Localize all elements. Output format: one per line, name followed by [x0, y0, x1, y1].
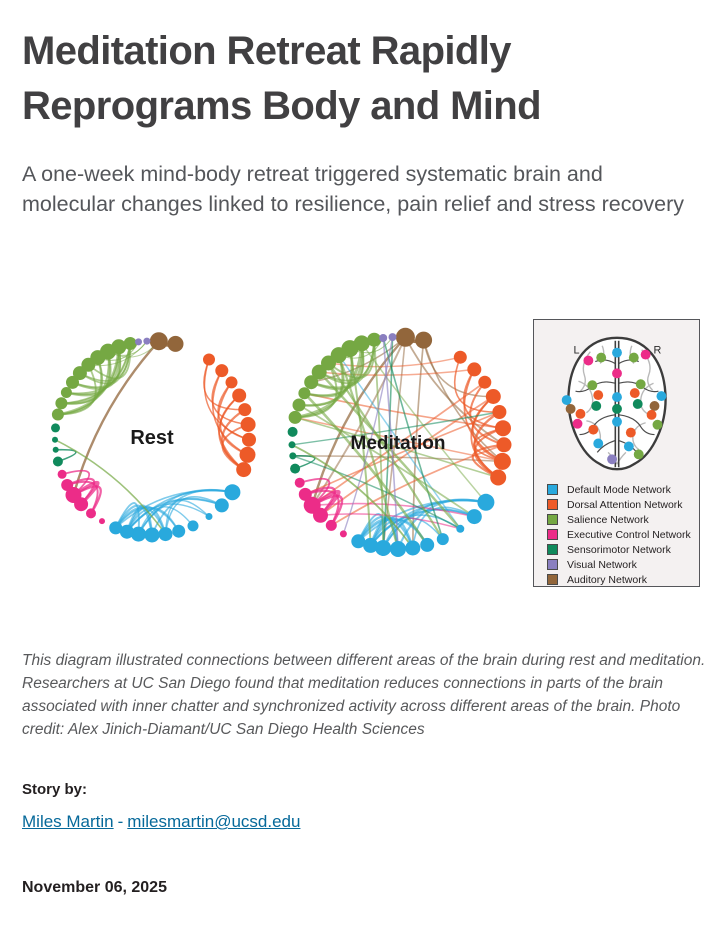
- byline-links: [22, 812, 300, 832]
- story-by-label: Story by:: [22, 781, 88, 798]
- brain-dot-dan: [629, 388, 639, 398]
- network-node-vis: [143, 338, 150, 345]
- brain-dot-dmn: [623, 441, 633, 451]
- network-node-sal: [61, 387, 72, 398]
- brain-dot-sal: [633, 449, 643, 459]
- network-node-smn: [53, 447, 59, 453]
- network-node-smn: [289, 441, 296, 448]
- legend-swatch-sal: [547, 514, 558, 525]
- brain-dot-sal: [628, 353, 638, 363]
- network-node-ecn: [326, 520, 337, 531]
- network-node-dmn: [477, 494, 494, 511]
- page-title: Meditation Retreat Rapidly Reprograms Body and Mind: [22, 29, 541, 128]
- legend-item: [547, 557, 699, 572]
- network-node-dmn: [467, 509, 482, 524]
- brain-dot-dmn: [656, 391, 666, 401]
- legend-item: [547, 572, 699, 587]
- network-node-dmn: [109, 521, 122, 534]
- network-node-dan: [478, 376, 491, 389]
- rest-network-diagram: [51, 332, 256, 542]
- network-node-dan: [494, 453, 511, 470]
- publication-date: November 06, 2025: [22, 879, 167, 896]
- network-legend-list: [534, 482, 699, 587]
- network-node-vis: [389, 333, 397, 341]
- diagram-label: Meditation: [350, 433, 446, 454]
- network-node-smn: [52, 437, 58, 443]
- brain-dot-aud: [565, 404, 575, 414]
- network-node-aud: [150, 332, 168, 350]
- legend-label: Salience Network: [567, 513, 649, 526]
- legend-item: [547, 542, 699, 557]
- meditation-network-diagram: [288, 328, 512, 557]
- network-node-dmn: [215, 498, 229, 512]
- network-node-dmn: [206, 513, 213, 520]
- right-hemisphere-label: R: [653, 344, 661, 357]
- network-node-dan: [497, 437, 512, 452]
- network-node-dan: [495, 420, 511, 436]
- left-hemisphere-label: L: [572, 344, 580, 357]
- network-node-dmn: [437, 533, 449, 545]
- article-subtitle: A one-week mind-body retreat triggered systematic brain and molecular changes linked to resilience, pain relief and stress recovery: [22, 162, 685, 216]
- network-node-sal: [55, 397, 67, 409]
- network-node-ecn: [295, 478, 305, 488]
- brain-dot-ecn: [640, 350, 650, 360]
- network-node-sal: [367, 333, 381, 347]
- network-node-aud: [168, 336, 184, 352]
- network-node-ecn: [99, 518, 105, 524]
- legend-swatch-dan: [547, 499, 558, 510]
- brain-dot-ecn: [583, 356, 593, 366]
- brain-dot-sal: [587, 380, 597, 390]
- network-node-aud: [396, 328, 415, 347]
- legend-label: Sensorimotor Network: [567, 543, 671, 556]
- legend-swatch-vis: [547, 559, 558, 570]
- network-node-dan: [236, 462, 251, 477]
- network-node-dmn: [351, 534, 365, 548]
- diagram-label: Rest: [130, 427, 174, 449]
- network-node-dmn: [405, 541, 420, 556]
- network-node-dmn: [188, 520, 199, 531]
- brain-dot-dan: [625, 428, 635, 438]
- brain-dot-sal: [596, 353, 606, 363]
- legend-item: [547, 482, 699, 497]
- brain-dot-smn: [591, 401, 601, 411]
- legend-swatch-aud: [547, 574, 558, 585]
- brain-dot-sal: [652, 420, 662, 430]
- network-figure-svg: [0, 298, 530, 610]
- network-node-vis: [135, 338, 142, 345]
- network-node-ecn: [61, 479, 73, 491]
- network-node-dan: [467, 362, 481, 376]
- legend-swatch-smn: [547, 544, 558, 555]
- brain-dot-dan: [646, 410, 656, 420]
- network-node-ecn: [340, 530, 347, 537]
- author-link[interactable]: Miles Martin: [22, 812, 114, 831]
- network-node-aud: [415, 332, 432, 349]
- legend-swatch-dmn: [547, 484, 558, 495]
- network-node-ecn: [86, 508, 96, 518]
- network-node-dmn: [159, 527, 173, 541]
- brain-dot-dan: [593, 390, 603, 400]
- legend-label: Dorsal Attention Network: [567, 498, 683, 511]
- network-node-dmn: [172, 525, 185, 538]
- brain-diagram: [542, 324, 692, 480]
- network-node-dan: [454, 351, 467, 364]
- network-node-smn: [289, 452, 296, 459]
- network-node-smn: [53, 457, 63, 467]
- figure-caption: This diagram illustrated connections between different areas of the brain during rest and meditation. Researchers at UC San Diego found that meditation reduces connections in parts of the brain associated with inner chatter and synchronized activity across different areas of the brain. Photo credit: Alex Jinich-Diamant/UC San Diego Health Sciences: [22, 652, 706, 738]
- brain-dot-ecn: [572, 419, 582, 429]
- network-node-sal: [298, 387, 310, 399]
- byline-separator: -: [117, 812, 124, 831]
- network-legend-panel: [533, 319, 700, 587]
- legend-item: [547, 497, 699, 512]
- brain-dot-vis: [607, 454, 617, 464]
- network-node-dmn: [145, 528, 160, 543]
- network-node-smn: [290, 464, 300, 474]
- network-node-dan: [242, 433, 256, 447]
- network-node-dmn: [390, 541, 406, 557]
- network-node-smn: [51, 423, 60, 432]
- brain-dot-smn: [612, 404, 622, 414]
- legend-label: Executive Control Network: [567, 528, 691, 541]
- network-node-dan: [232, 389, 246, 403]
- legend-label: Default Mode Network: [567, 483, 671, 496]
- network-node-dan: [226, 376, 238, 388]
- network-node-dan: [492, 405, 506, 419]
- network-node-vis: [379, 334, 387, 342]
- brain-dot-ecn: [612, 368, 622, 378]
- brain-dot-dmn: [612, 392, 622, 402]
- network-node-dan: [238, 403, 251, 416]
- brain-dot-dmn: [612, 417, 622, 427]
- brain-connectivity-figure: [0, 298, 722, 610]
- brain-dot-dan: [588, 425, 598, 435]
- brain-dot-dmn: [612, 348, 622, 358]
- legend-item: [547, 512, 699, 527]
- network-node-dmn: [456, 525, 464, 533]
- network-node-sal: [293, 399, 306, 412]
- brain-dot-sal: [635, 379, 645, 389]
- network-node-sal: [124, 337, 137, 350]
- legend-item: [547, 527, 699, 542]
- brain-dot-dmn: [561, 395, 571, 405]
- network-node-dan: [241, 417, 256, 432]
- author-email-link[interactable]: milesmartin@ucsd.edu: [127, 812, 301, 831]
- brain-dot-dmn: [593, 439, 603, 449]
- network-node-dmn: [363, 538, 378, 553]
- network-node-sal: [354, 335, 370, 351]
- legend-swatch-ecn: [547, 529, 558, 540]
- network-node-smn: [288, 427, 298, 437]
- legend-label: Visual Network: [567, 558, 637, 571]
- brain-dot-dan: [575, 409, 585, 419]
- network-node-ecn: [299, 488, 312, 501]
- network-node-sal: [289, 411, 302, 424]
- network-node-dan: [240, 447, 256, 463]
- network-node-ecn: [58, 470, 67, 479]
- network-node-dmn: [420, 538, 434, 552]
- network-node-dmn: [224, 484, 240, 500]
- network-node-dan: [203, 354, 215, 366]
- network-node-dan: [215, 364, 228, 377]
- brain-dot-aud: [649, 401, 659, 411]
- network-node-dan: [490, 470, 506, 486]
- brain-dot-smn: [632, 399, 642, 409]
- network-node-sal: [52, 409, 64, 421]
- legend-label: Auditory Network: [567, 573, 647, 586]
- network-node-dan: [486, 389, 501, 404]
